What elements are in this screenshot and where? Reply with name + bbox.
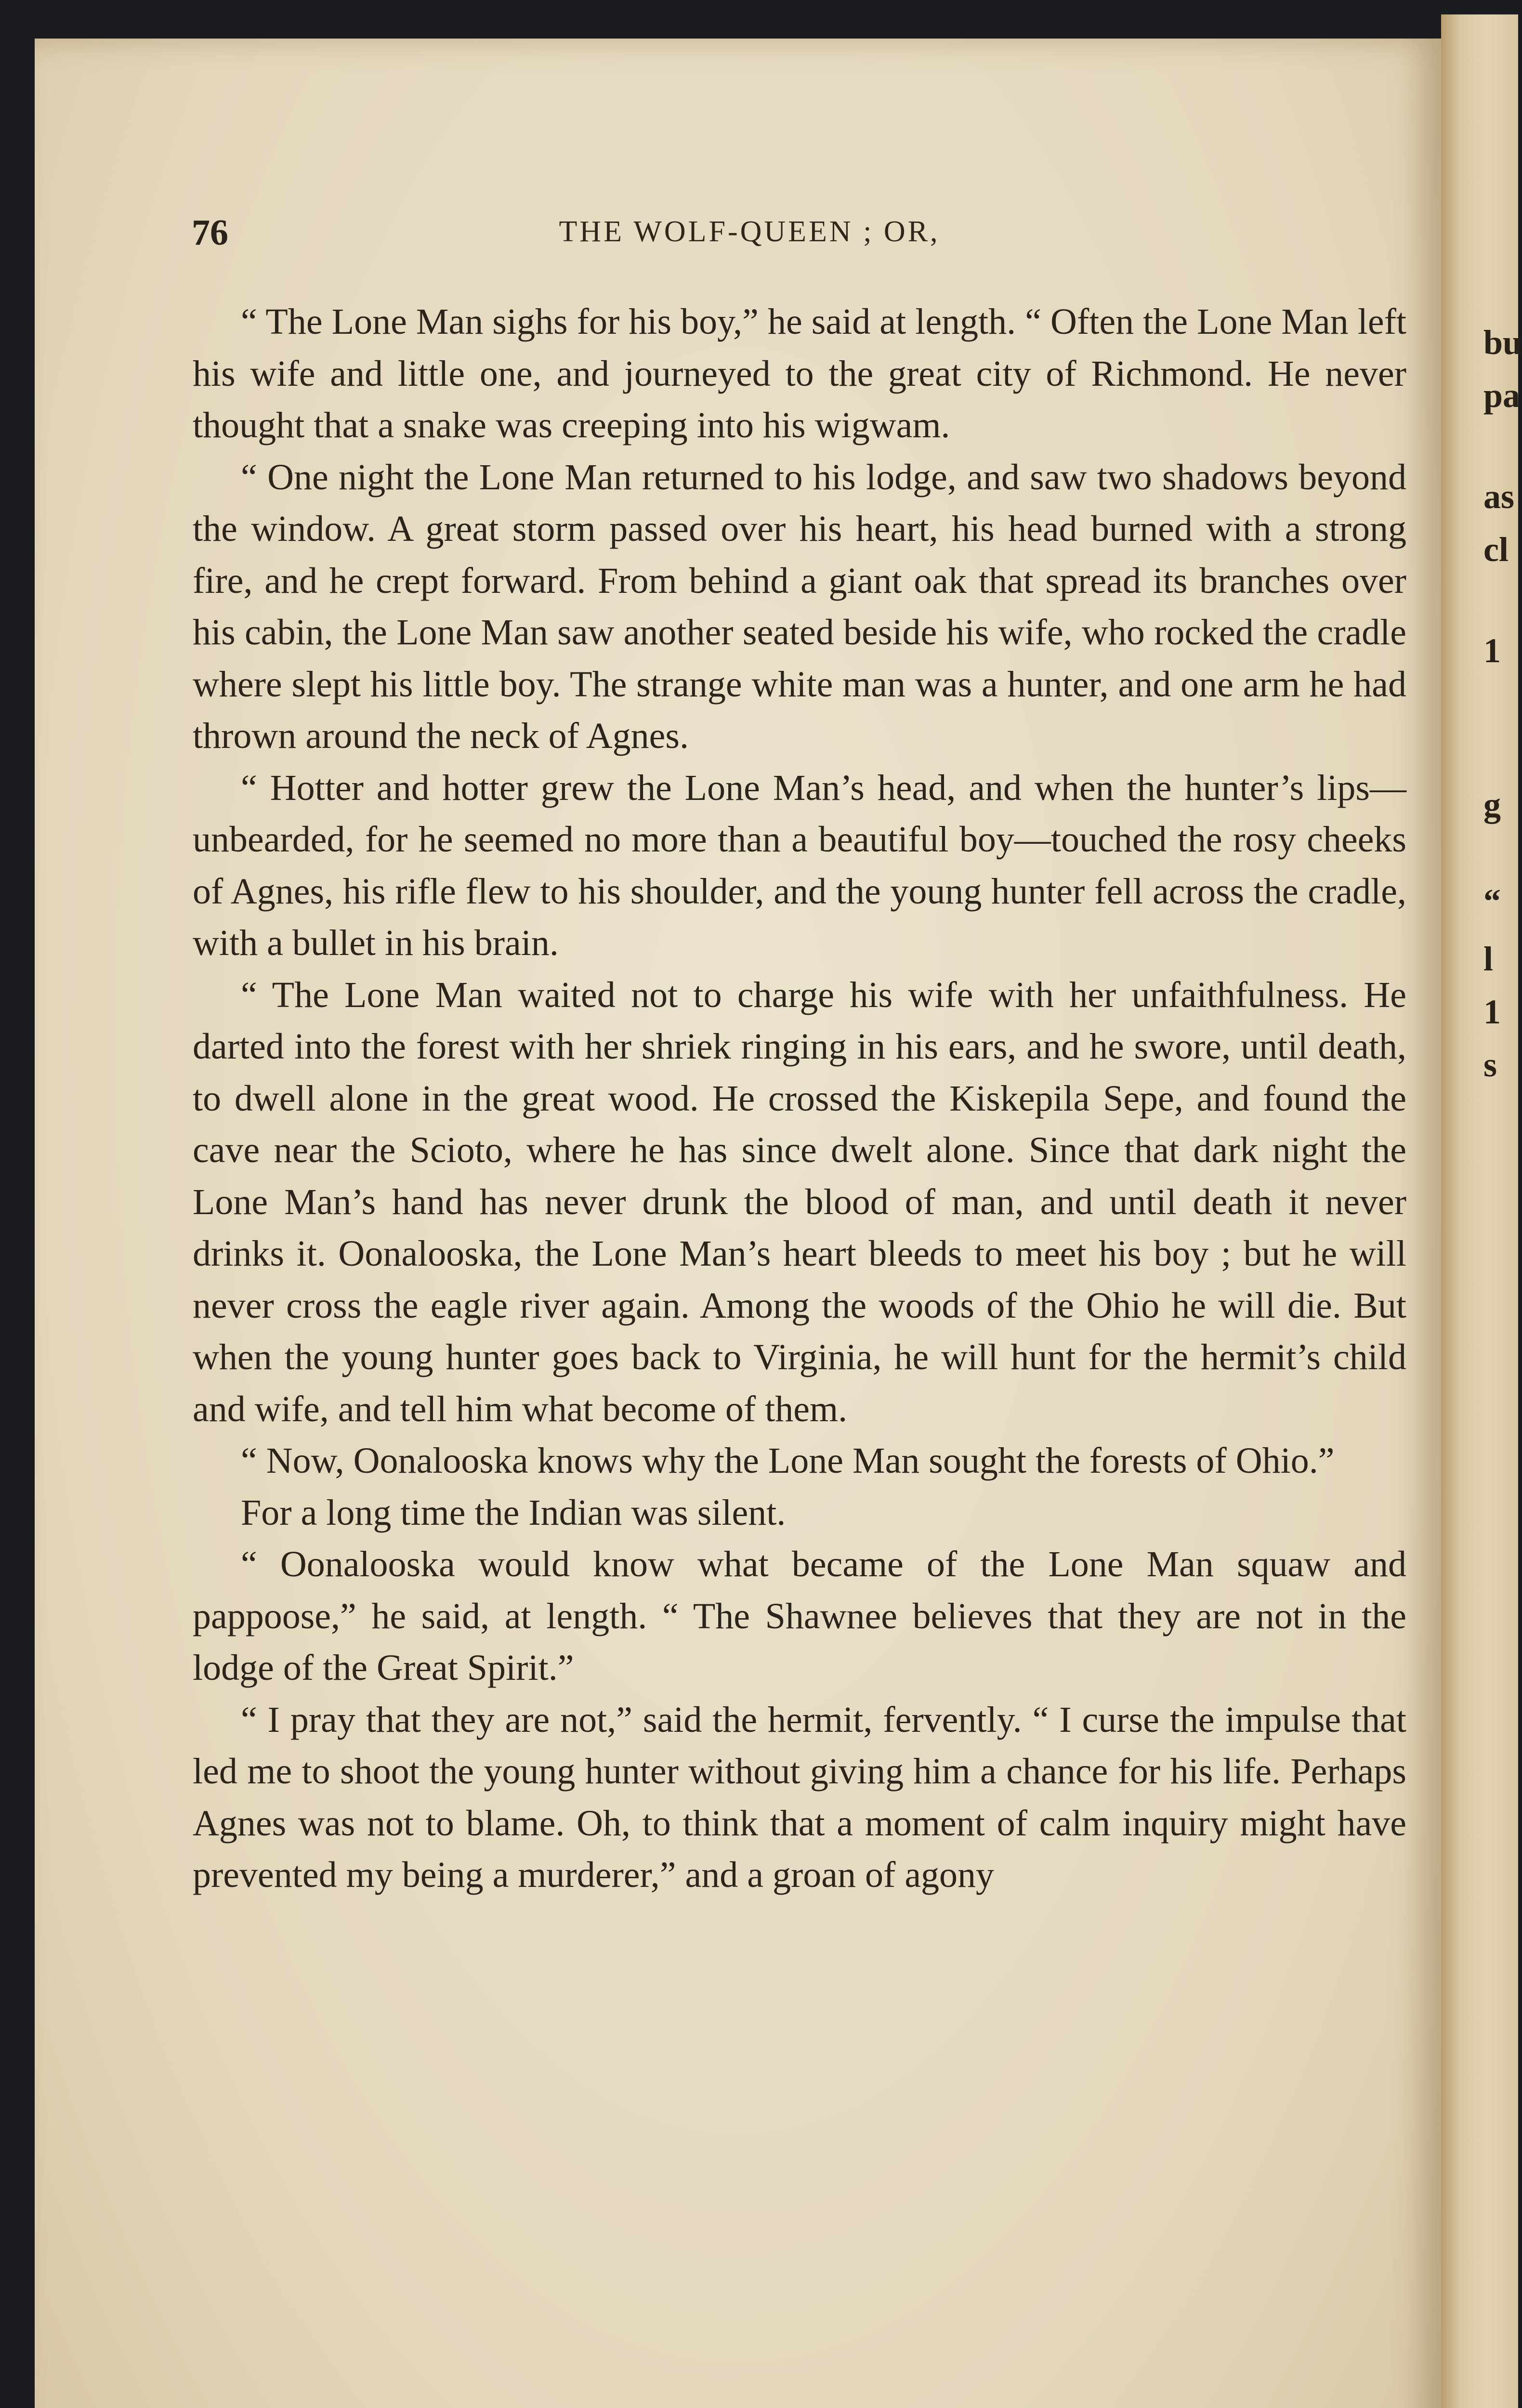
adjacent-page-fragment: bu: [1483, 323, 1522, 362]
running-head: THE WOLF-QUEEN ; OR,: [559, 215, 940, 248]
paragraph: For a long time the Indian was silent.: [241, 1492, 786, 1533]
adjacent-page-fragment: 1: [1483, 993, 1501, 1031]
adjacent-page-fragment: 1: [1483, 631, 1501, 670]
adjacent-page-edge: [1441, 14, 1522, 2408]
paragraph: “ Oonalooska would know what became of the Lone Man squaw and pappoose,” he said, at length. “ The Shawnee believes that they are not in the lodge of the Great Spirit.”: [193, 1544, 1406, 1688]
paragraph: “ The Lone Man sighs for his boy,” he said at length. “ Often the Lone Man left his wife and little one, and journeyed to the great city of Richmond. He never thought that a snake was creeping into his wigwam.: [193, 301, 1406, 445]
page-header: [159, 212, 1340, 260]
paragraph: “ I pray that they are not,” said the hermit, fervently. “ I curse the impulse that led me to shoot the young hunter without giving him a chance for his life. Perhaps Agnes was not to blame. Oh, to think that a moment of calm inquiry might have prevented my being a murderer,” and a groan of agony: [193, 1699, 1406, 1895]
body-text: [193, 296, 1406, 1901]
adjacent-page-fragment: s: [1483, 1046, 1497, 1084]
adjacent-page-fragment: “: [1483, 882, 1501, 920]
adjacent-page-fragment: pa: [1483, 376, 1521, 415]
paragraph: “ Hotter and hotter grew the Lone Man’s head, and when the hunter’s lips—unbearded, for he seemed no more than a beautiful boy—touched the rosy cheeks of Agnes, his rifle flew to his shoulder, and the young hunter fell across the cradle, with a bullet in his brain.: [193, 767, 1406, 963]
paragraph: “ The Lone Man waited not to charge his wife with her unfaithfulness. He darted into the forest with her shriek ringing in his ears, and he swore, until death, to dwell alone in the great wood. He crossed the Kiskepila Sepe, and found the cave near the Scioto, where he has since dwelt alone. Since that dark night the Lone Man’s hand has never drunk the blood of man, and until death it never drinks it. Oonalooska, the Lone Man’s heart bleeds to meet his boy ; but he will never cross the eagle river again. Among the woods of the Ohio he will die. But when the young hunter goes back to Virginia, he will hunt for the hermit’s child and wife, and tell him what become of them.: [193, 974, 1406, 1429]
adjacent-page-fragment: g: [1483, 785, 1501, 824]
page-number: 76: [192, 212, 228, 253]
adjacent-page-fragment: as: [1483, 477, 1515, 516]
adjacent-page-fragment: cl: [1483, 530, 1509, 569]
paragraph: “ Now, Oonalooska knows why the Lone Man sought the forests of Ohio.”: [241, 1440, 1335, 1481]
adjacent-page-fragment: l: [1483, 940, 1494, 978]
paragraph: “ One night the Lone Man returned to his lodge, and saw two shadows beyond the window. A great storm passed over his heart, his head burned with a strong fire, and he crept forward. From behind a giant oak that spread its branches over his cabin, the Lone Man saw another seated beside his wife, who rocked the cradle where slept his little boy. The strange white man was a hunter, and one arm he had thrown around the neck of Agnes.: [193, 457, 1406, 756]
